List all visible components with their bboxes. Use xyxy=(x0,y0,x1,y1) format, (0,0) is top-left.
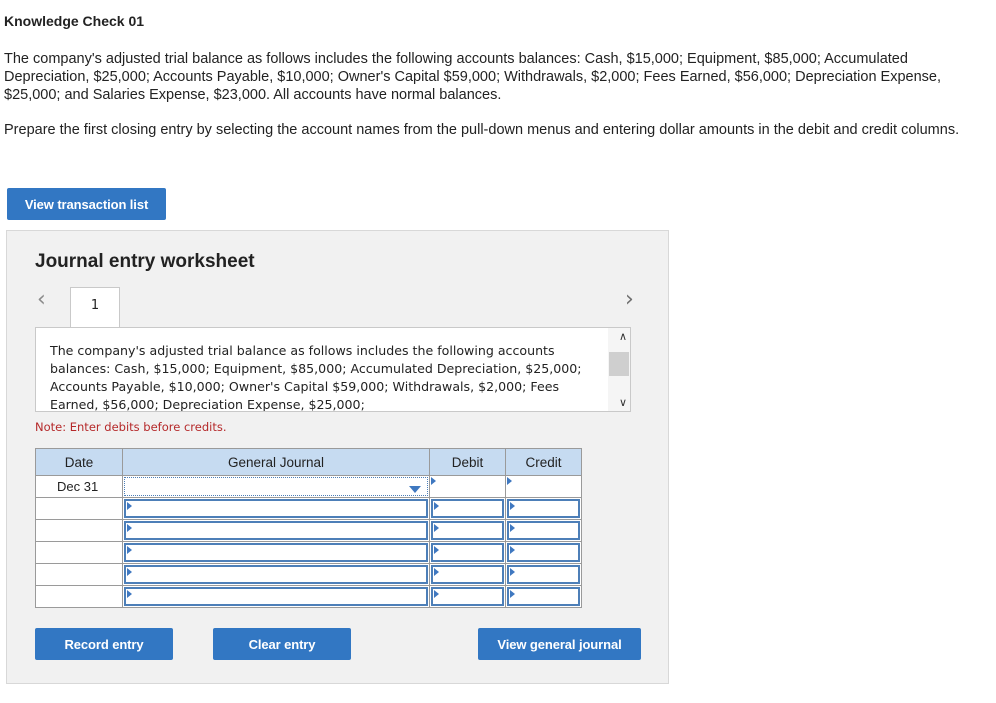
column-header-credit: Credit xyxy=(506,449,582,476)
debit-input[interactable] xyxy=(430,498,506,520)
view-transaction-list-button[interactable]: View transaction list xyxy=(7,188,166,220)
account-select[interactable] xyxy=(123,498,430,520)
credit-input[interactable] xyxy=(506,498,582,520)
scrollbar-thumb[interactable] xyxy=(609,352,629,376)
date-input[interactable] xyxy=(36,498,123,520)
credit-input[interactable] xyxy=(506,542,582,564)
date-input[interactable] xyxy=(36,564,123,586)
column-header-date: Date xyxy=(36,449,123,476)
date-input[interactable] xyxy=(36,542,123,564)
table-row xyxy=(36,564,582,586)
problem-statement: The company's adjusted trial balance as follows includes the following accounts balances: Cash, $15,000; Equipment, $85,000; Accumulated Depreciation, $25,000; Accounts Payable, $10,000; Owner's Capital $59,000; Withdrawals, $2,000; Fees Earned, $56,000; Depreciation Expense, $25,000; and Salaries Expense, $23,000. All accounts have normal balances. xyxy=(4,51,941,103)
table-row xyxy=(36,476,582,498)
column-header-general-journal: General Journal xyxy=(123,449,430,476)
account-select[interactable] xyxy=(123,586,430,608)
journal-entry-worksheet xyxy=(6,230,669,684)
table-row xyxy=(36,498,582,520)
table-row xyxy=(36,586,582,608)
debit-input[interactable] xyxy=(430,564,506,586)
debit-input[interactable] xyxy=(430,476,506,498)
instructions: Prepare the first closing entry by selecting the account names from the pull-down menus and entering dollar amounts in the debit and credit columns. xyxy=(4,122,960,138)
account-select[interactable] xyxy=(123,476,430,498)
tab-1[interactable]: 1 xyxy=(70,287,120,328)
debit-input[interactable] xyxy=(430,586,506,608)
credit-input[interactable] xyxy=(506,476,582,498)
page-title: Knowledge Check 01 xyxy=(4,13,145,29)
account-select[interactable] xyxy=(123,542,430,564)
credit-input[interactable] xyxy=(506,564,582,586)
account-select[interactable] xyxy=(123,520,430,542)
description-text: The company's adjusted trial balance as follows includes the following accounts balances: Cash, $15,000; Equipment, $85,000; Accumulated Depreciation, $25,000; Accounts Payable, $10,000; Owner's Capital $59,000; Withdrawals, $2,000; Fees Earned, $56,000; Depreciation Expense, $25,000; xyxy=(50,343,582,412)
debit-input[interactable] xyxy=(430,542,506,564)
column-header-debit: Debit xyxy=(430,449,506,476)
date-input[interactable] xyxy=(36,586,123,608)
account-select[interactable] xyxy=(123,564,430,586)
table-row xyxy=(36,542,582,564)
date-cell: Dec 31 xyxy=(57,479,99,494)
worksheet-title: Journal entry worksheet xyxy=(35,251,255,272)
debit-input[interactable] xyxy=(430,520,506,542)
journal-table xyxy=(35,448,582,608)
scrollbar[interactable] xyxy=(608,328,630,411)
chevron-right-icon[interactable]: › xyxy=(625,287,634,312)
note-text: Note: Enter debits before credits. xyxy=(35,420,227,434)
chevron-down-icon[interactable]: ∨ xyxy=(618,396,627,409)
record-entry-button[interactable]: Record entry xyxy=(35,628,173,660)
view-general-journal-button[interactable]: View general journal xyxy=(478,628,641,660)
chevron-left-icon[interactable]: ‹ xyxy=(37,287,46,312)
chevron-up-icon[interactable]: ∧ xyxy=(618,330,627,343)
credit-input[interactable] xyxy=(506,586,582,608)
date-input[interactable] xyxy=(36,520,123,542)
table-row xyxy=(36,520,582,542)
clear-entry-button[interactable]: Clear entry xyxy=(213,628,351,660)
dropdown-arrow-icon[interactable] xyxy=(409,486,421,493)
description-box xyxy=(35,327,631,412)
credit-input[interactable] xyxy=(506,520,582,542)
